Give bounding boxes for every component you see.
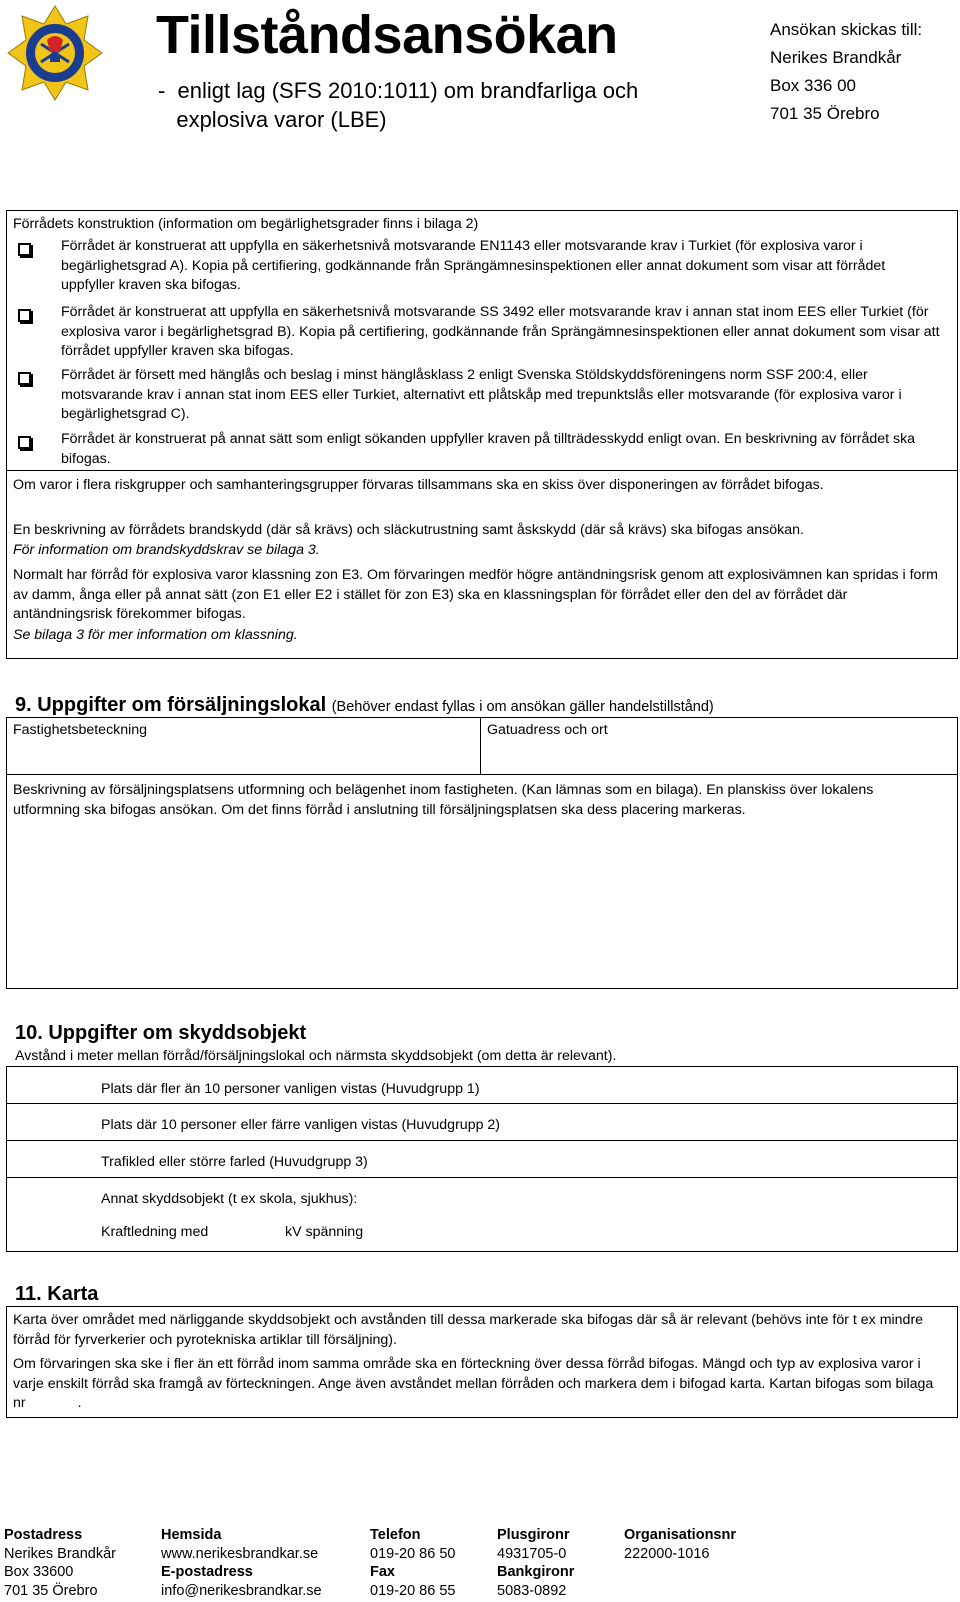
powerline-kv-input[interactable] — [229, 1221, 281, 1241]
nerikes-brandkar-logo — [6, 4, 104, 102]
footer-web — [161, 1526, 322, 1600]
storage-divider — [7, 470, 957, 471]
powerline-label-b: kV spänning — [285, 1224, 364, 1240]
distance-label-group-1: Plats där fler än 10 personer vanligen vistas (Huvudgrupp 1) — [101, 1081, 480, 1097]
footer-bankgiro-label: Bankgironr — [497, 1564, 575, 1580]
storage-note-classification-ref: Se bilaga 3 för mer information om klassning. — [13, 627, 298, 643]
storage-option-b-checkbox[interactable] — [18, 309, 31, 322]
footer-email-label: E-postadress — [161, 1564, 253, 1580]
footer-fax-label: Fax — [370, 1564, 395, 1580]
distance-field-other[interactable] — [7, 1178, 957, 1214]
storage-note-classification: Normalt har förråd för explosiva varor klassning zon E3. Om förvaringen medför högre antändningsrisk genom att explosivämnen kan spridas i form av damm, ånga eller på annat sätt (zon E1 eller E2 i stället för zon E3) ska en klassningsplan för förrådet eller den del av förrådet där antändningsrisk förekommer bifogas. — [13, 567, 938, 622]
storage-note-fire-protection: En beskrivning av förrådets brandskydd (där så krävs) och släckutrustning samt åskskydd (där så krävs) ska bifogas ansökan. — [13, 522, 804, 538]
footer-web-link[interactable]: www.nerikesbrandkar.se — [161, 1545, 319, 1562]
storage-option-c-checkbox[interactable] — [18, 372, 31, 385]
storage-construction-box — [6, 210, 958, 659]
sales-description-label: Beskrivning av försäljningsplatsens utformning och belägenhet inom fastigheten. (Kan lämnas som en bilaga). En planskiss över lokalens utformning ska bifogas ansökan. Om det finns förråd i anslutning till försäljningsplatsen ska dess placering markeras. — [13, 782, 874, 818]
storage-option-d-checkbox[interactable] — [18, 436, 31, 449]
footer-postal-box: Box 33600 — [4, 1564, 74, 1580]
section-9-box — [6, 717, 958, 989]
address-field[interactable] — [481, 718, 957, 774]
section-10-intro: Avstånd i meter mellan förråd/försäljningslokal och närmsta skyddsobjekt (om detta är relevant). — [15, 1048, 617, 1064]
map-text-2-body: Om förvaringen ska ske i fler än ett förråd inom samma område ska en förteckning över dessa förråd bifogas. Mängd och typ av explosiva varor i varje enskilt förråd ska framgå av förteckningen. Ange även avståndet mellan förråden och markera dem i bifogad karta. Kartan bifogas som bilaga nr — [13, 1356, 934, 1411]
storage-option-a-checkbox[interactable] — [18, 243, 31, 256]
property-field[interactable] — [7, 718, 481, 774]
storage-option-b-text: Förrådet är konstruerat att uppfylla en säkerhetsnivå motsvarande SS 3492 eller motsvarande krav i annan stat inom EES eller Turkiet (för explosiva varor i begärlighetsgrad B). Kopia på certifiering, godkännande från Sprängämnesinspektionen eller annat dokument som visar att förrådet uppfyller kraven ska bifogas. — [61, 304, 940, 359]
distance-field-group-2[interactable] — [7, 1104, 957, 1140]
distance-field-group-3[interactable] — [7, 1141, 957, 1177]
section-10-box — [6, 1066, 958, 1252]
footer-phone — [370, 1526, 455, 1600]
footer — [0, 1526, 960, 1602]
footer-org-label: Organisationsnr — [624, 1527, 736, 1543]
section-10-heading: 10. Uppgifter om skyddsobjekt — [15, 1022, 307, 1044]
send-to-box: Box 336 00 — [770, 76, 857, 95]
footer-plusgiro-number: 4931705-0 — [497, 1545, 567, 1562]
footer-giro — [497, 1526, 574, 1600]
footer-postal-label: Postadress — [4, 1527, 83, 1543]
footer-org — [624, 1526, 736, 1563]
footer-email-link[interactable]: info@nerikesbrandkar.se — [161, 1582, 322, 1599]
storage-heading: Förrådets konstruktion (information om begärlighetsgrader finns i bilaga 2) — [13, 216, 479, 232]
footer-org-number: 222000-1016 — [624, 1545, 710, 1562]
footer-fax-number: 019-20 86 55 — [370, 1582, 456, 1599]
send-to-address — [770, 16, 922, 128]
property-label: Fastighetsbeteckning — [13, 722, 148, 738]
distance-label-group-3: Trafikled eller större farled (Huvudgrupp 3) — [101, 1154, 368, 1170]
footer-postal-city: 701 35 Örebro — [4, 1582, 98, 1599]
send-to-name: Nerikes Brandkår — [770, 48, 902, 67]
footer-phone-label: Telefon — [370, 1527, 421, 1543]
map-text-1: Karta över området med närliggande skyddsobjekt och avstånden till dessa markerade ska bifogas där så är relevant (behövs inte för t ex mindre förråd för fyrverkerier och pyrotekniska artiklar till försäljning). — [13, 1312, 924, 1348]
storage-note-fire-protection-ref: För information om brandskyddskrav se bilaga 3. — [13, 542, 320, 558]
footer-bankgiro-number: 5083-0892 — [497, 1582, 567, 1599]
section-11-box — [6, 1306, 958, 1418]
section-11-heading: 11. Karta — [15, 1283, 99, 1305]
map-text-2 — [13, 1355, 943, 1414]
map-text-2-end: . — [77, 1395, 82, 1411]
storage-note-mixed-groups: Om varor i flera riskgrupper och samhanteringsgrupper förvaras tillsammans ska en skiss över disponeringen av förrådet bifogas. — [13, 477, 824, 493]
footer-phone-number: 019-20 86 50 — [370, 1545, 456, 1562]
section-9-note: (Behöver endast fyllas i om ansökan gäller handelstillstånd) — [331, 699, 714, 715]
footer-web-label: Hemsida — [161, 1527, 222, 1543]
address-label: Gatuadress och ort — [487, 722, 608, 738]
storage-option-c-text: Förrådet är försett med hänglås och beslag i minst hänglåsklass 2 enligt Svenska Stöldskyddsföreningens norm SSF 200:4, eller motsvarande krav i annan stat inom EES eller Turkiet, alternativt ett plåtskåp med trepunktslås eller motsvarande (för explosiva varor i begärlighetsgrad C). — [61, 367, 902, 422]
distance-label-other: Annat skyddsobjekt (t ex skola, sjukhus): — [101, 1191, 358, 1207]
distance-field-group-1[interactable] — [7, 1067, 957, 1103]
powerline-label-a: Kraftledning med — [101, 1224, 209, 1240]
send-to-label: Ansökan skickas till: — [770, 20, 923, 39]
section-9-title: 9. Uppgifter om försäljningslokal — [15, 694, 327, 716]
section-9-heading — [15, 693, 714, 719]
sales-description-field[interactable] — [7, 775, 957, 988]
footer-plusgiro-label: Plusgironr — [497, 1527, 570, 1543]
storage-option-d-text: Förrådet är konstruerat på annat sätt som enligt sökanden uppfyller kraven på tillträdesskydd enligt ovan. En beskrivning av förrådet ska bifogas. — [61, 431, 916, 467]
page-title: Tillståndsansökan — [156, 5, 618, 65]
send-to-city: 701 35 Örebro — [770, 104, 880, 123]
storage-option-a-text: Förrådet är konstruerat att uppfylla en säkerhetsnivå motsvarande EN1143 eller motsvarande krav i Turkiet (för explosiva varor i begärlighetsgrad A). Kopia på certifiering, godkännande från Sprängämnesinspektionen eller annat dokument som visar att förrådet uppfyller kraven ska bifogas. — [61, 238, 886, 293]
page-subtitle: - enligt lag (SFS 2010:1011) om brandfarliga och explosiva varor (LBE) — [158, 78, 639, 132]
footer-postal — [4, 1526, 116, 1600]
distance-label-group-2: Plats där 10 personer eller färre vanligen vistas (Huvudgrupp 2) — [101, 1117, 501, 1133]
footer-postal-name: Nerikes Brandkår — [4, 1545, 117, 1562]
